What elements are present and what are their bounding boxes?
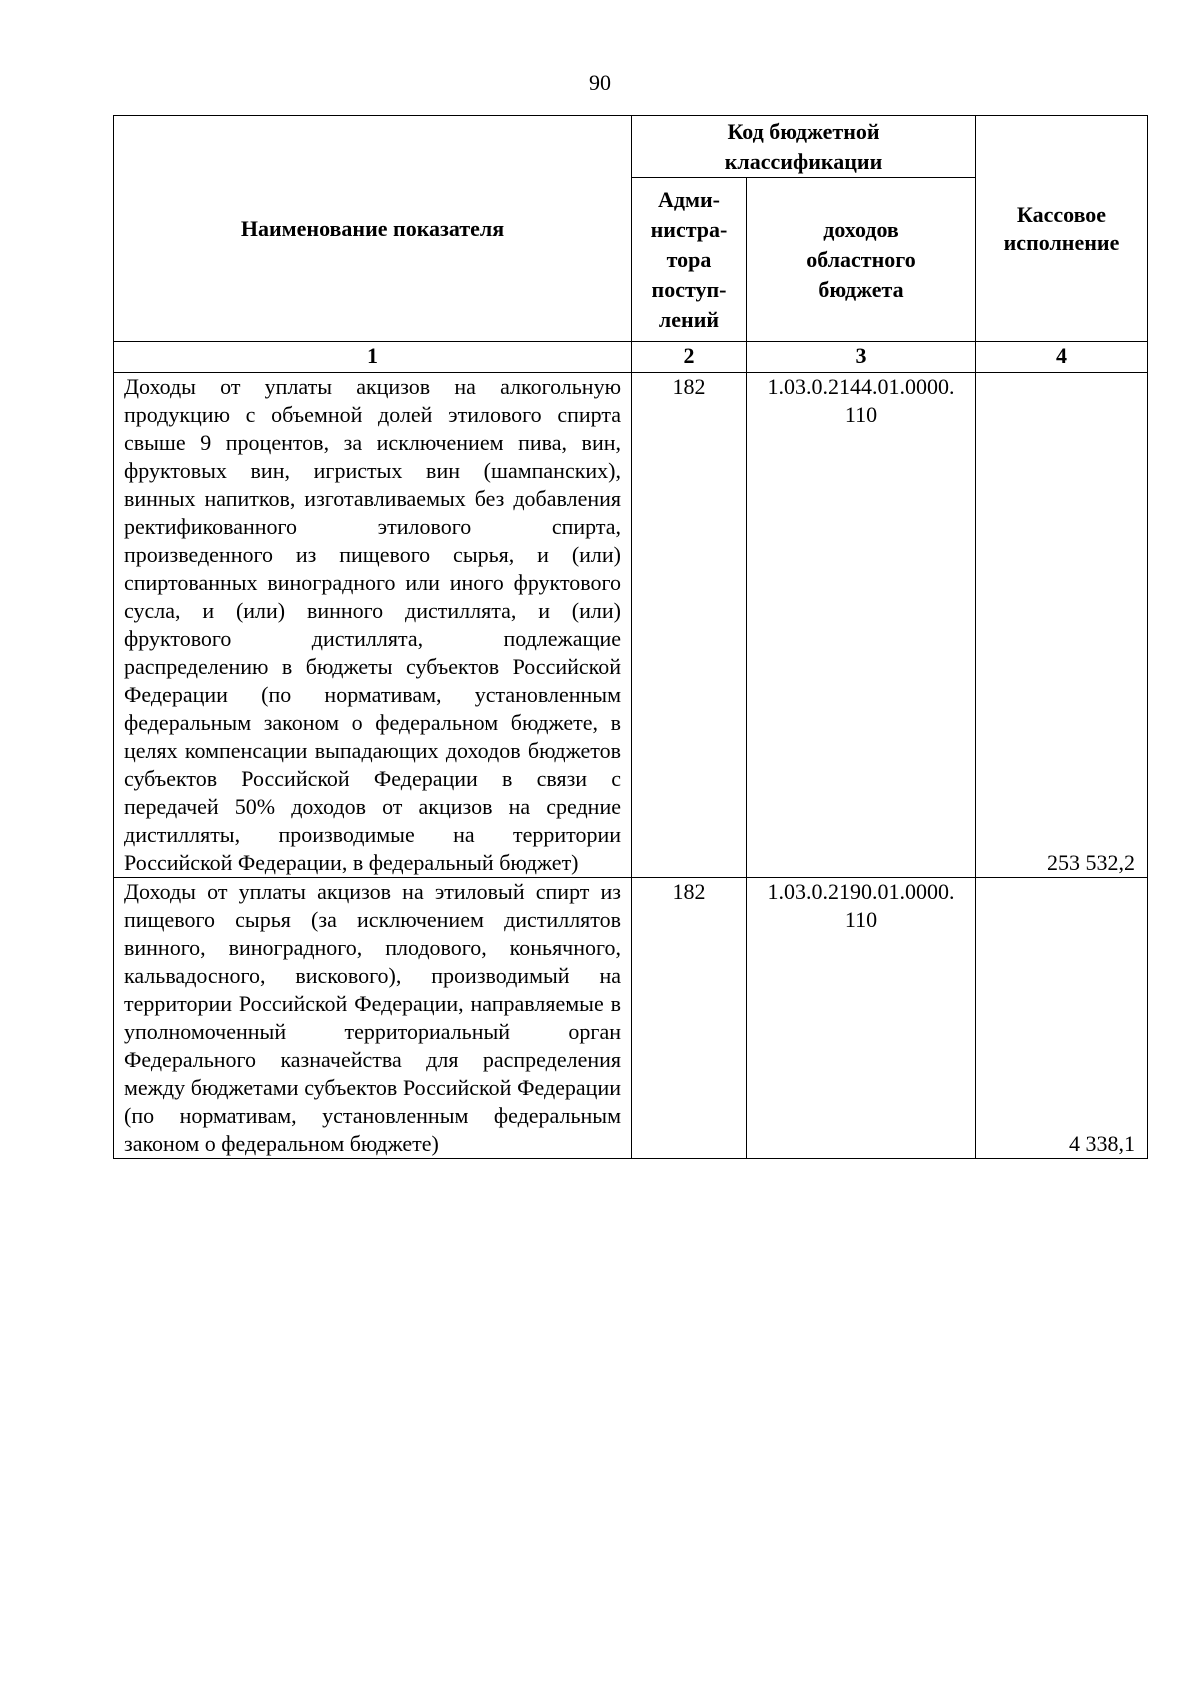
income-code: 1.03.0.2144.01.0000. 110 bbox=[747, 373, 976, 878]
column-number: 1 bbox=[114, 342, 632, 373]
page-number: 90 bbox=[589, 70, 611, 95]
cash-execution: 253 532,2 bbox=[976, 373, 1148, 878]
cash-execution: 4 338,1 bbox=[976, 878, 1148, 1159]
header-amount: Кассовое исполнение bbox=[976, 116, 1148, 342]
column-number: 4 bbox=[976, 342, 1148, 373]
indicator-name: Доходы от уплаты акцизов на алкогольную продукцию с объемной долей этилового спирта свыше 9 процентов, за исключением пива, вин, фруктовых вин, игристых вин (шампанских), винных напитков, изготавливаемых без добавления ректификованного этилового спирта, произведенного из пищевого сырья, и (или) спиртованных виноградного или иного фруктового сусла, и (или) винного дистиллята, и (или) фруктового дистиллята, подлежащие распределению в бюджеты субъектов Российской Федерации (по нормативам, установленным федеральным законом о федеральном бюджете, в целях компенсации выпадающих доходов бюджетов субъектов Российской Федерации в связи с передачей 50% доходов от акцизов на средние дистилляты, производимые на территории Российской Федерации, в федеральный бюджет) bbox=[114, 373, 632, 878]
admin-code: 182 bbox=[632, 878, 747, 1159]
indicator-name: Доходы от уплаты акцизов на этиловый спирт из пищевого сырья (за исключением дистиллятов винного, виноградного, плодового, коньячного, кальвадосного, вискового), производимый на территории Российской Федерации, направляемые в уполномоченный территориальный орган Федерального казначейства для распределения между бюджетами субъектов Российской Федерации (по нормативам, установленным федеральным законом о федеральном бюджете) bbox=[114, 878, 632, 1159]
column-numbers-row bbox=[114, 342, 1148, 373]
header-income: доходов областного бюджета bbox=[747, 178, 976, 342]
header-admin: Адми- нистра- тора поступ- лений bbox=[632, 178, 747, 342]
budget-table bbox=[113, 115, 1148, 1159]
header-code-group: Код бюджетной классификации bbox=[632, 116, 976, 178]
header-name: Наименование показателя bbox=[114, 116, 632, 342]
column-number: 3 bbox=[747, 342, 976, 373]
column-number: 2 bbox=[632, 342, 747, 373]
table-row bbox=[114, 373, 1148, 878]
table-row bbox=[114, 878, 1148, 1159]
income-code: 1.03.0.2190.01.0000. 110 bbox=[747, 878, 976, 1159]
admin-code: 182 bbox=[632, 373, 747, 878]
